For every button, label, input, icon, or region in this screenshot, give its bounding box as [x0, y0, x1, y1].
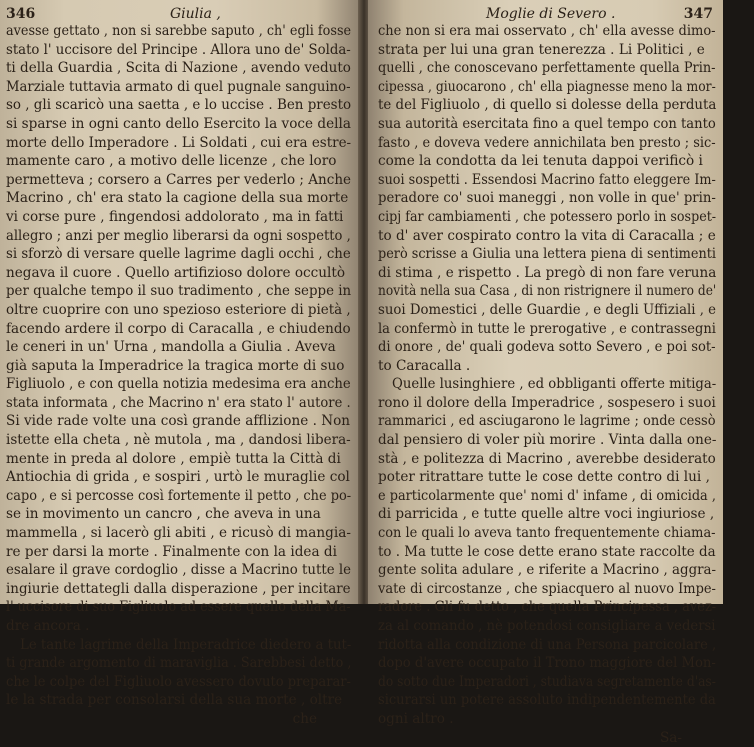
- text-line: già saputa la Imperadrice la tragica morte di suo: [6, 357, 345, 374]
- text-line: mammella , si lacerò gli abiti , e ricusò di mangia-: [6, 525, 351, 542]
- running-head: Giulia ,: [170, 6, 221, 22]
- text-line: di stima , e rispetto . La pregò di non fare veruna: [378, 264, 717, 281]
- text-line: Marziale tuttavia armato di quel pugnale sanguino-: [6, 78, 351, 95]
- text-line: le ceneri in un' Urna , mandolla a Giulia . Aveva: [6, 339, 336, 356]
- text-line: ti della Guardia , Scita di Nazione , avendo veduto: [6, 60, 351, 77]
- text-line: ingiurie dettategli dalla disperazione , per incitare: [6, 580, 351, 597]
- catchword: che: [292, 710, 317, 727]
- text-line: che non si era mai osservato , ch' ella avesse dimo-: [378, 23, 716, 39]
- text-line: so , gli scaricò una saetta , e lo uccise . Ben presto: [6, 97, 352, 114]
- text-line: suoi Domestici , delle Guardie , e degli Uffiziali , e: [378, 301, 717, 318]
- text-line: e particolarmente que' nomi d' infame , di omicida ,: [378, 487, 716, 504]
- text-line: gente solita adulare , e riferite a Macrino , aggra-: [378, 562, 717, 579]
- left-page: [0, 0, 360, 727]
- text-line: come la condotta da lei tenuta dappoi verificò i: [378, 153, 703, 170]
- text-line: però scrisse a Giulia una lettera piena di sentimenti: [378, 246, 716, 263]
- text-line: strata per lui una gran tenerezza . Li Politici , e: [378, 41, 705, 58]
- text-line: Le tante lagrime della Imperadrice diedero a tut-: [20, 636, 352, 653]
- text-line: le la strada per consolarsi della sua morte , oltre: [6, 692, 343, 709]
- text-line: permetteva ; corsero a Carres per vederlo ; Anche: [6, 171, 352, 188]
- text-line: stà , e politezza di Macrino , averebbe desiderato: [378, 450, 716, 467]
- text-line: cipessa , giuocarono , ch' ella piagnesse meno la mor-: [378, 78, 716, 95]
- text-line: stata informata , che Macrino n' era stato l' autore .: [6, 394, 351, 411]
- text-line: radore . Gli fu detto , che quella Principessa , avez-: [378, 599, 717, 616]
- left-page-body: [6, 22, 351, 729]
- text-line: cipj far cambiamenti , che potessero porlo in sospet-: [378, 208, 717, 225]
- text-line: se in movimento un cancro , che aveva in una: [6, 506, 321, 523]
- text-line: ridotta alla condizione di una Persona parcicolare ,: [378, 636, 717, 653]
- catchword: Sa-: [659, 729, 682, 746]
- text-line: Antiochia di grida , e sospiri , urtò le muraglie col: [6, 469, 350, 486]
- text-line: si sparse in ogni canto dello Esercito la voce della: [6, 115, 351, 132]
- text-line: ti grande argomento di maraviglia . Sarebbesi detto ,: [6, 655, 352, 672]
- running-head: Moglie di Severo .: [486, 6, 616, 22]
- text-line: dopo d'avere occupato il Trono maggiore del Mon-: [378, 655, 716, 672]
- text-line: con le quali lo aveva tanto frequentemente chiama-: [378, 525, 716, 542]
- text-line: l' uccisore di suo Figliuolo ad essere quello della Ma-: [6, 599, 351, 616]
- text-line: per qualche tempo il suo tradimento , che seppe in: [6, 283, 352, 300]
- text-line: te del Figliuolo , di quello si dolesse della perduta: [378, 97, 717, 114]
- text-line: vate di circostanze , che spiacquero al nuovo Impe-: [378, 580, 716, 597]
- text-line: Si vide rade volte una così grande afflizione . Non: [6, 413, 351, 430]
- right-page: [368, 0, 723, 746]
- text-line: to d' aver cospirato contro la vita di Caracalla ; e: [378, 227, 716, 244]
- page-number: 346: [6, 6, 36, 22]
- text-line: di onore , de' quali godeva sotto Severo , e poi sot-: [378, 339, 716, 356]
- text-line: to Caracalla .: [378, 357, 471, 374]
- text-line: re per darsi la morte . Finalmente con la idea di: [6, 543, 337, 560]
- text-line: to . Ma tutte le cose dette erano state raccolte da: [378, 543, 716, 560]
- text-line: esalare il grave cordoglio , disse a Macrino tutte le: [6, 562, 351, 579]
- text-line: capo , e si percosse così fortemente il petto , che po-: [6, 487, 352, 504]
- text-line: morte dello Imperadore . Li Soldati , cui era estre-: [6, 134, 352, 151]
- text-line: dal pensiero di voler più morire . Vinta dalla one-: [378, 432, 717, 449]
- text-line: stato l' uccisore del Principe . Allora uno de' Solda-: [6, 41, 351, 58]
- text-line: rono il dolore della Imperadrice , sospesero i suoi: [378, 394, 716, 411]
- right-page-body: [378, 22, 716, 747]
- text-line: avesse gettato , non si sarebbe saputo , ch' egli fosse: [6, 23, 352, 39]
- text-line: rammarici , ed asciugarono le lagrime ; onde cessò: [378, 413, 716, 430]
- text-line: vi corse pure , fingendosi addolorato , ma in fatti: [6, 208, 344, 225]
- text-line: si sforzò di versare quelle lagrime dagli occhi , che: [6, 246, 351, 263]
- text-line: sicurarsi un potere assoluto indipendentemente da: [378, 692, 716, 709]
- text-line: sua autorità esercitata fino a quel tempo con tanto: [378, 115, 716, 132]
- page-number: 347: [683, 6, 713, 22]
- text-line: poter ritrattare tutte le cose dette contro di lui ,: [378, 469, 710, 486]
- text-line: mente in preda al dolore , empiè tutta la Città di: [6, 450, 341, 467]
- text-line: quelli , che conoscevano perfettamente quella Prin-: [378, 60, 716, 77]
- text-line: novità nella sua Casa , di non ristrignere il numero de': [378, 283, 717, 300]
- text-line: dre ancora .: [6, 618, 90, 634]
- text-line: Quelle lusinghiere , ed obbliganti offerte mitiga-: [392, 376, 717, 393]
- text-line: peradore co' suoi maneggi , non volle in que' prin-: [378, 190, 716, 207]
- text-line: facendo ardere il corpo di Caracalla , e chiudendo: [6, 320, 351, 337]
- text-line: negava il cuore . Quello artifizioso dolore occultò: [6, 264, 346, 281]
- text-line: istette ella cheta , nè mutola , ma , dandosi libera-: [6, 432, 351, 449]
- text-line: allegro ; anzi per meglio liberarsi da ogni sospetto ,: [6, 227, 351, 244]
- text-line: oltre cuoprire con uno spezioso esteriore di pietà ,: [6, 301, 351, 318]
- text-line: do sotto due Imperadori , studiava segretamente d'as-: [378, 673, 716, 690]
- text-line: Figliuolo , e con quella notizia medesima era anche: [6, 376, 351, 393]
- text-line: ogni altro .: [378, 710, 454, 727]
- text-line: za al comando , nè potendosi consigliare a vedersi: [378, 618, 716, 634]
- text-line: che le colpe del Figliuolo avessero dovuto preparar-: [6, 673, 351, 690]
- text-line: Macrino , ch' era stato la cagione della sua morte: [6, 190, 349, 207]
- text-line: mamente caro , a motivo delle licenze , che loro: [6, 153, 337, 170]
- text-line: di parricida , e tutte quelle altre voci ingiuriose ,: [378, 506, 715, 523]
- text-line: fasto , e doveva vedere annichilata ben presto ; sic-: [378, 134, 716, 151]
- text-line: la confermò in tutte le prerogative , e contrassegni: [378, 320, 716, 337]
- text-line: suoi sospetti . Essendosi Macrino fatto eleggere Im-: [378, 171, 716, 188]
